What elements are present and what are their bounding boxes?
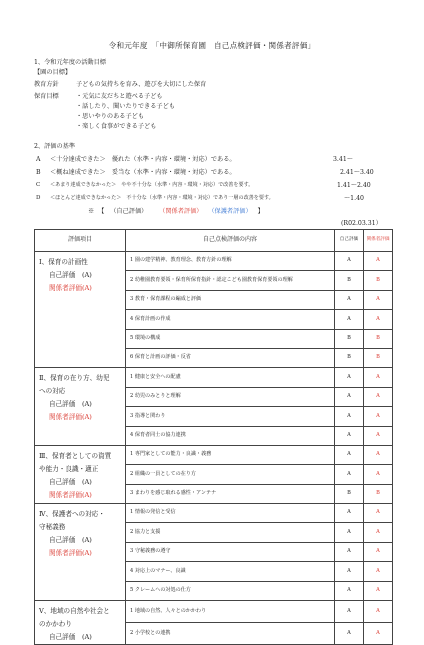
page-title: 令和元年度 「中御所保育園 自己点検評価・関係者評価」: [108, 41, 316, 50]
related-rating: A: [364, 523, 393, 542]
related-rating: B: [364, 348, 393, 367]
category-title: Ⅴ、地域の自然や社会と: [39, 607, 110, 616]
related-rating: A: [364, 445, 393, 464]
evaluation-item: 2 組織の一員としての在り方: [126, 465, 335, 484]
criteria-text: ＜十分達成できた＞ 優れた（水準・内容・環境・対応）である。: [50, 156, 236, 163]
self-rating: A: [335, 407, 364, 426]
evaluation-item: 3 教育・保育課程の編成と評価: [126, 290, 335, 309]
evaluation-item: 4 対応上のマナー、良識: [126, 562, 335, 581]
self-rating: A: [335, 504, 364, 523]
evaluation-item: 4 保育計画の作成: [126, 310, 335, 329]
related-rating: B: [364, 484, 393, 503]
self-rating: A: [335, 562, 364, 581]
table-row: [35, 601, 393, 623]
category-title: のかかわり: [39, 620, 72, 629]
goal-item: ・楽しく食事ができる子ども: [76, 123, 157, 130]
category-title: Ⅱ、保育の在り方、幼児: [39, 374, 110, 383]
legend-close: 】: [257, 208, 264, 215]
legend: [88, 209, 264, 215]
category-title: Ⅰ、保育の計画性: [39, 258, 88, 266]
legend-mark: ※: [88, 208, 95, 215]
evaluation-item: 1 地域の自然、人々とのかかわり: [126, 601, 335, 623]
category-related-rating: 関係者評価(A): [49, 549, 92, 558]
related-rating: B: [364, 271, 393, 290]
evaluation-item: 1 情報の発信と受信: [126, 504, 335, 523]
evaluation-item: 2 協力と支援: [126, 523, 335, 542]
self-rating: A: [335, 523, 364, 542]
category-title: への対応: [39, 387, 66, 396]
criteria-grade: B: [36, 169, 41, 176]
self-rating: A: [335, 426, 364, 445]
evaluation-item: 5 環境の構成: [126, 329, 335, 348]
related-rating: A: [364, 581, 393, 600]
self-rating: B: [335, 271, 364, 290]
criteria-text: ＜概ね達成できた＞ 妥当な（水準・内容・環境・対応）である。: [50, 169, 236, 176]
evaluation-item: 2 幼稚園教育要領・保育所保育指針・認定こども園教育保育要領の理解: [126, 271, 335, 290]
related-rating: A: [364, 601, 393, 623]
category-title: 守秘義務: [39, 523, 66, 532]
evaluation-category: [35, 504, 126, 601]
evaluation-item: 1 園の建学精神、教育理念、教育方針の理解: [126, 252, 335, 271]
table-row: [35, 252, 393, 271]
criteria-grade: C: [36, 182, 41, 188]
related-rating: A: [364, 623, 393, 645]
evaluation-item: 4 保育者同士の協力連携: [126, 426, 335, 445]
table-row: [35, 368, 393, 387]
policy-label: 教育方針: [34, 81, 59, 88]
legend-open: 【: [98, 208, 105, 215]
category-self-rating: 自己評価 (A): [49, 271, 92, 279]
evaluation-item: 6 保育と計画の評価・反省: [126, 348, 335, 367]
evaluation-date: (R02.03.31）: [341, 220, 382, 227]
evaluation-item: 2 幼児のみとりと理解: [126, 387, 335, 406]
self-rating: B: [335, 348, 364, 367]
goal-item: ・話したり、聞いたりできる子ども: [76, 103, 175, 110]
related-rating: A: [364, 290, 393, 309]
criteria-range: 2.41～3.40: [340, 169, 374, 176]
self-rating: A: [335, 601, 364, 623]
category-title: Ⅲ、保育者としての資質: [39, 451, 112, 460]
criteria-range: 1.41～2.40: [337, 182, 371, 189]
self-rating: A: [335, 310, 364, 329]
related-rating: A: [364, 562, 393, 581]
criteria-grade: A: [36, 156, 41, 163]
related-rating: A: [364, 407, 393, 426]
table-header-row: [35, 230, 393, 252]
evaluation-item: 1 健康と安全への配慮: [126, 368, 335, 387]
self-rating: A: [335, 445, 364, 464]
section2-heading: 2、評価の基準: [34, 143, 76, 150]
goal-item: ・元気に友だちと遊べる子ども: [76, 93, 163, 100]
self-rating: A: [335, 542, 364, 561]
header-related: 関係者評価: [364, 230, 393, 252]
criteria-text: ＜ほとんど達成できなかった＞ 不十分な（水準・内容・環境・対応）であり一層の改善を要す。: [50, 195, 274, 201]
goal-item: ・思いやりのある子ども: [76, 113, 145, 120]
related-rating: A: [364, 310, 393, 329]
self-rating: A: [335, 368, 364, 387]
self-rating: A: [335, 623, 364, 645]
evaluation-item: 5 クレームへの対処の仕方: [126, 581, 335, 600]
related-rating: A: [364, 465, 393, 484]
self-rating: A: [335, 252, 364, 271]
evaluation-table: [34, 229, 393, 645]
header-self: 自己評価: [335, 230, 364, 252]
category-related-rating: 関係者評価(A): [49, 413, 92, 422]
self-rating: A: [335, 465, 364, 484]
criteria-range: 3.41～: [333, 156, 353, 163]
goal-label: 保育目標: [34, 93, 59, 100]
table-row: [35, 504, 393, 523]
criteria-range: ～1.40: [344, 195, 364, 202]
legend-parent: （保護者評価）: [208, 208, 252, 215]
evaluation-item: 3 指導と関わり: [126, 407, 335, 426]
category-title: や能力・良識・適正: [39, 464, 99, 473]
policy-text: 子どもの気持ちを育み、遊びを大切にした保育: [76, 81, 207, 88]
related-rating: B: [364, 329, 393, 348]
self-rating: B: [335, 484, 364, 503]
category-self-rating: 自己評価 (A): [49, 633, 92, 642]
related-rating: A: [364, 542, 393, 561]
category-self-rating: 自己評価 (A): [49, 536, 92, 545]
goal-heading: 【園の目標】: [34, 69, 72, 76]
category-self-rating: 自己評価 (A): [49, 477, 92, 486]
evaluation-category: [35, 445, 126, 503]
evaluation-item: 3 まわりを感じ取れる感性・アンテナ: [126, 484, 335, 503]
legend-self: （自己評価）: [110, 208, 148, 215]
evaluation-item: 1 専門家としての能力・良識・義務: [126, 445, 335, 464]
category-title: Ⅳ、保護者への対応・: [39, 510, 105, 519]
criteria-text: ＜あまり達成できなかった＞ やや不十分な（水準・内容・環境・対応）で改善を要す。: [50, 182, 254, 188]
evaluation-item: 2 小学校との連携: [126, 623, 335, 645]
criteria-grade: D: [36, 195, 41, 201]
related-rating: A: [364, 387, 393, 406]
related-rating: A: [364, 368, 393, 387]
self-rating: A: [335, 387, 364, 406]
related-rating: A: [364, 426, 393, 445]
legend-related: （関係者評価）: [159, 208, 203, 215]
category-related-rating: 関係者評価(A): [49, 490, 92, 499]
evaluation-category: [35, 252, 126, 368]
self-rating: A: [335, 290, 364, 309]
self-rating: B: [335, 329, 364, 348]
evaluation-item: 3 守秘義務の遵守: [126, 542, 335, 561]
self-rating: A: [335, 581, 364, 600]
header-content: 自己点検評価の内容: [126, 230, 335, 252]
table-row: [35, 445, 393, 464]
evaluation-category: [35, 368, 126, 446]
related-rating: A: [364, 504, 393, 523]
evaluation-category: [35, 601, 126, 645]
category-self-rating: 自己評価 (A): [49, 400, 92, 409]
category-related-rating: 関係者評価(A): [49, 284, 92, 292]
header-item: 評価項目: [35, 230, 126, 252]
section1-heading: 1、令和元年度の活動目標: [34, 59, 106, 66]
related-rating: A: [364, 252, 393, 271]
